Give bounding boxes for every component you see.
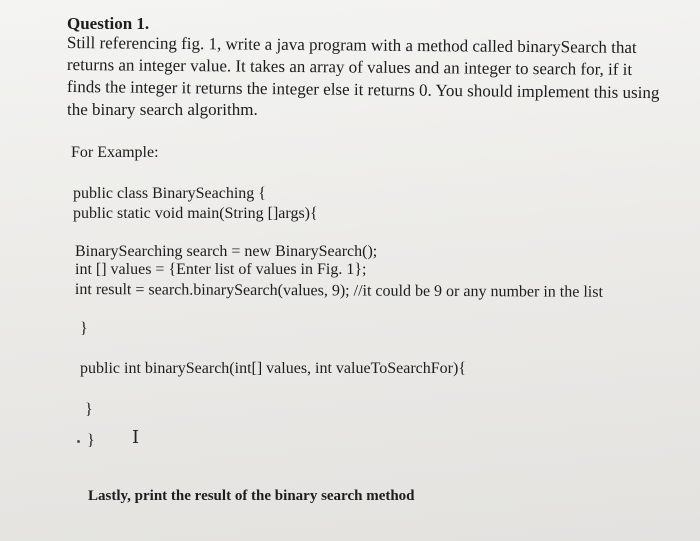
code-brace-close-main: } xyxy=(80,320,88,337)
code-line-main: public static void main(String []args){ xyxy=(73,205,318,222)
question-line-2: returns an integer value. It takes an array of values and an integer to search for, if it xyxy=(66,55,633,79)
code-line-method: public int binarySearch(int[] values, int valueToSearchFor){ xyxy=(80,360,466,377)
text-cursor-icon: I xyxy=(132,427,140,448)
code-line-search: BinarySearching search = new BinarySearch(); xyxy=(75,243,378,260)
code-brace-close-method: } xyxy=(85,401,93,418)
code-brace-close-class: } xyxy=(87,432,95,449)
question-line-1: Still referencing fig. 1, write a java program with a method called binarySearch that xyxy=(66,33,637,57)
question-line-4: the binary search algorithm. xyxy=(67,100,258,119)
code-line-values: int [] values = {Enter list of values in Fig. 1}; xyxy=(75,261,367,278)
example-heading: For Example: xyxy=(71,144,159,161)
question-title: Question 1. xyxy=(67,14,150,33)
stray-dot xyxy=(77,440,80,443)
closing-instruction: Lastly, print the result of the binary search method xyxy=(88,488,415,504)
code-line-result: int result = search.binarySearch(values, 9); //it could be 9 or any number in the list xyxy=(74,281,603,301)
question-line-3: finds the integer it returns the integer else it returns 0. You should implement this using xyxy=(66,77,660,103)
code-line-class: public class BinarySeaching { xyxy=(73,185,266,202)
